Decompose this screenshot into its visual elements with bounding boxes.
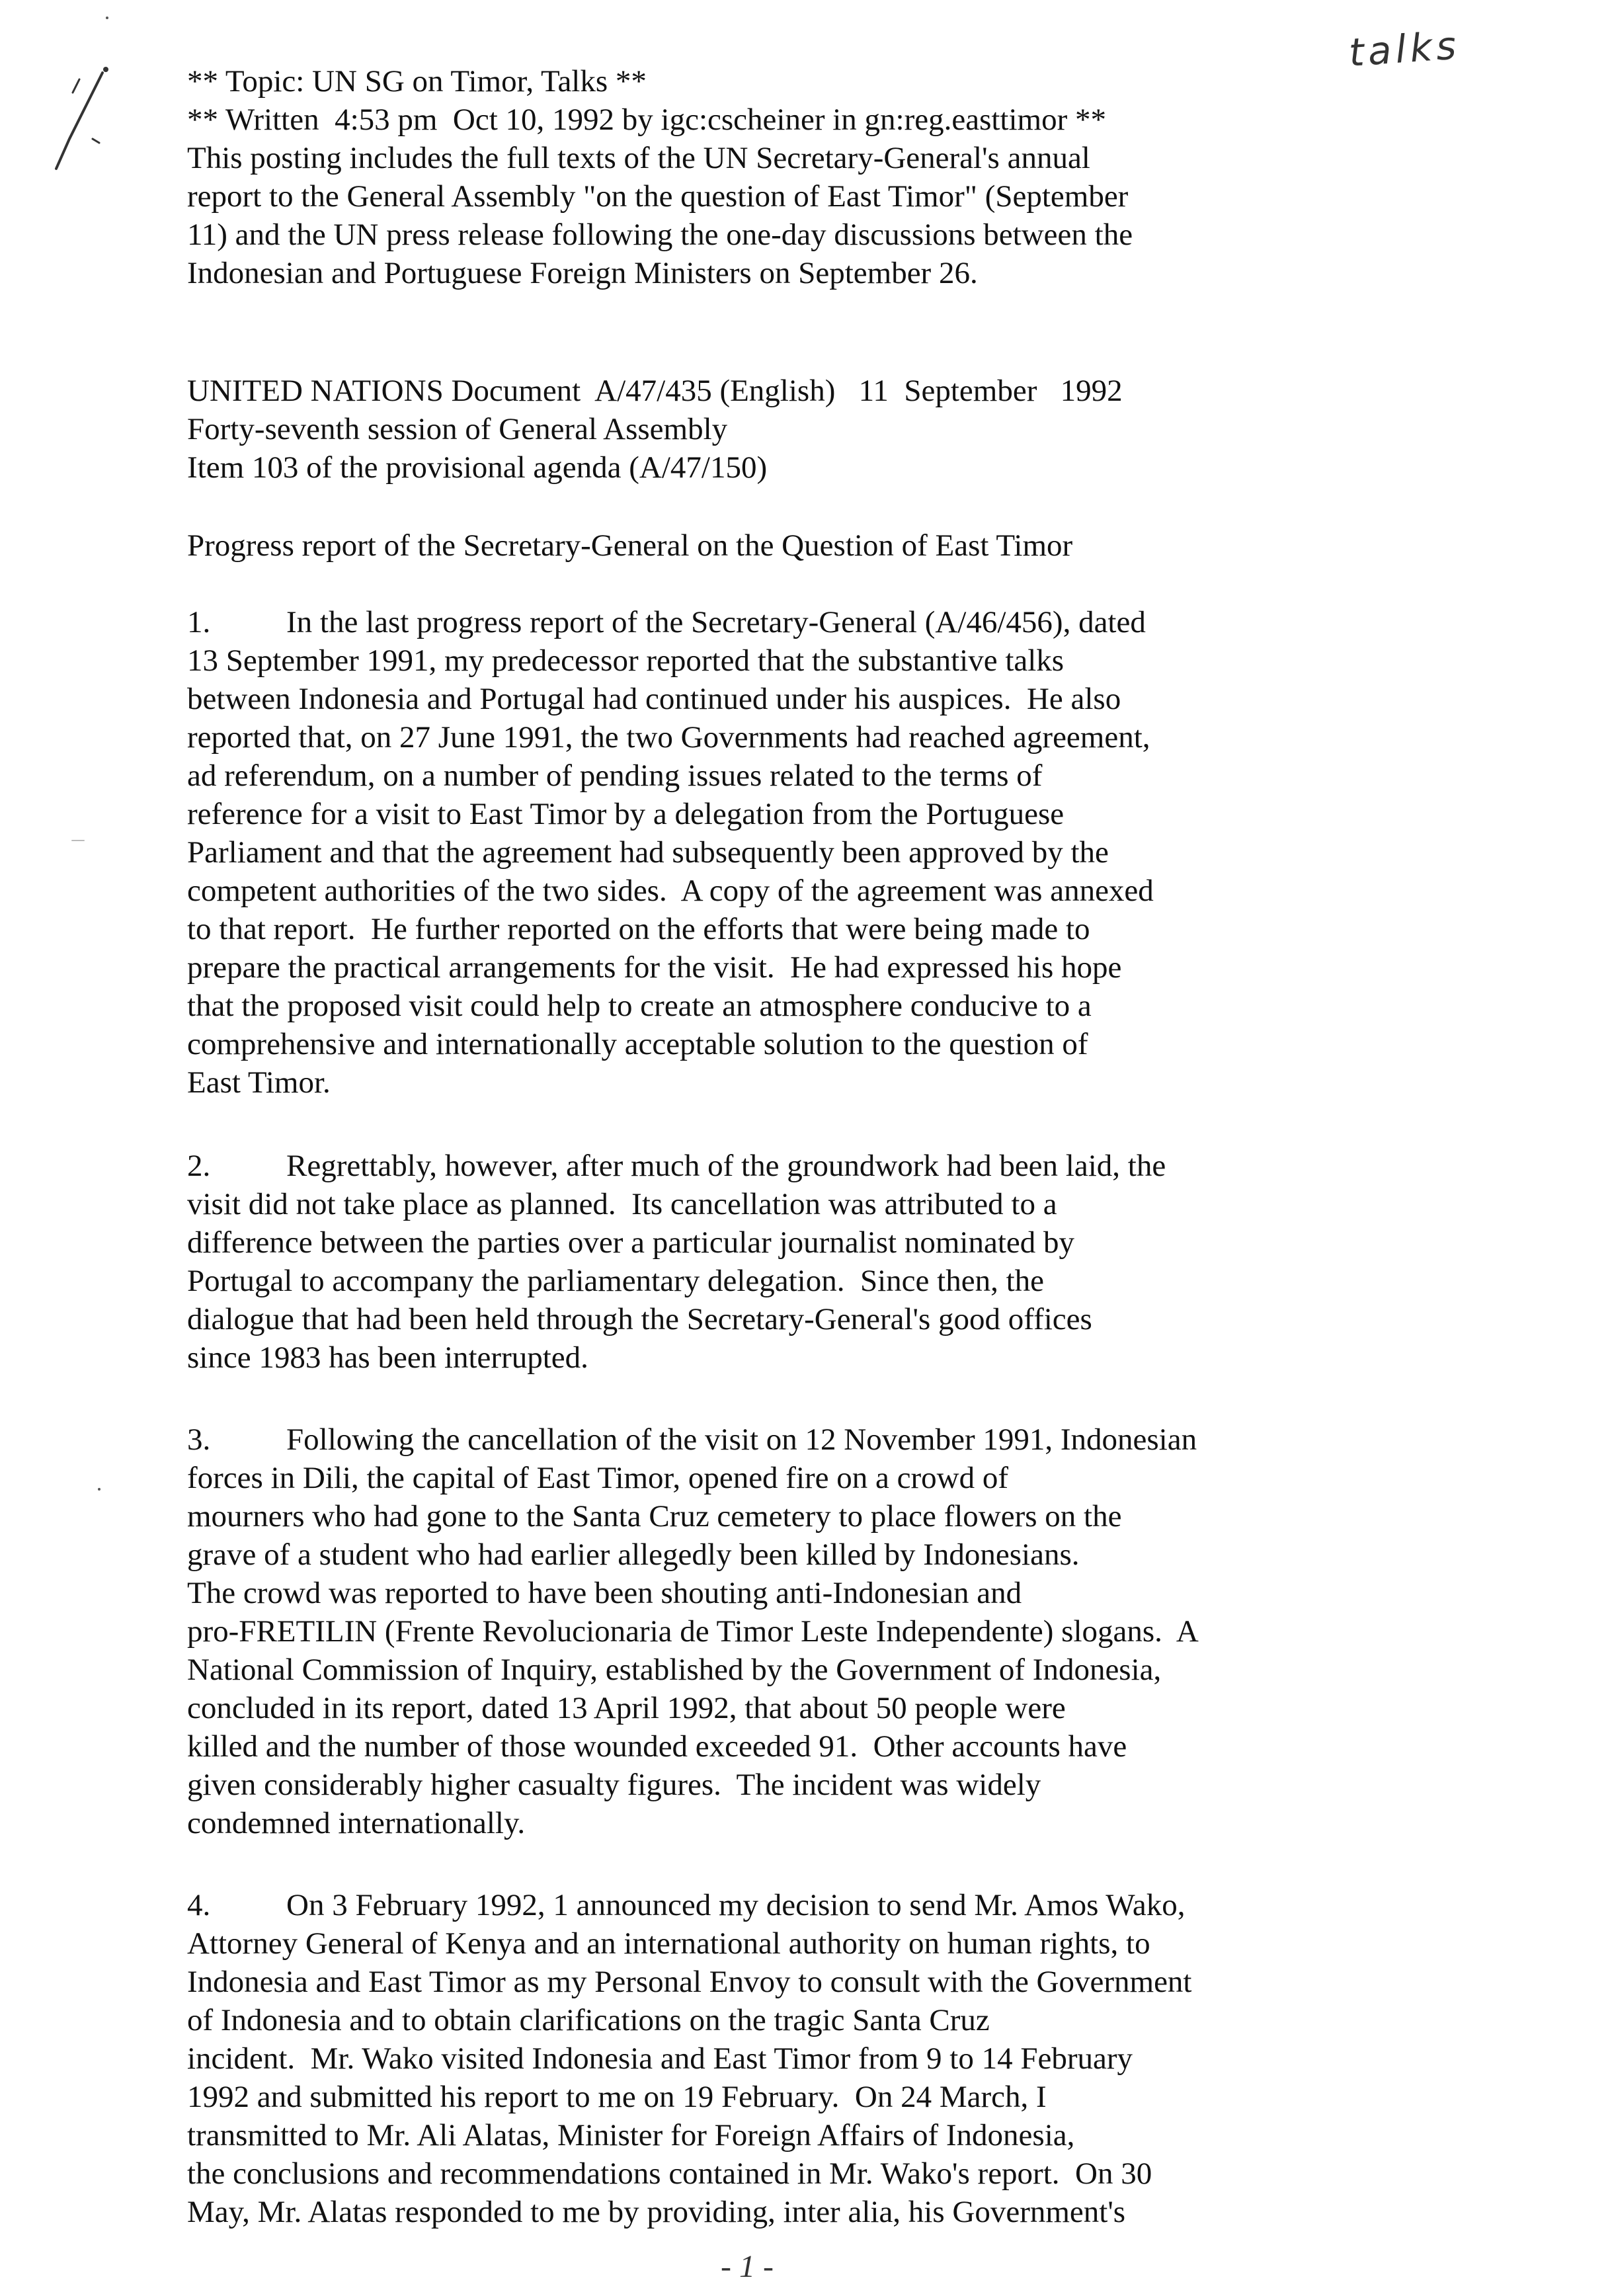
paragraph-line: grave of a student who had earlier allegedly been killed by Indonesians. xyxy=(187,1538,1080,1572)
paragraph-line: reference for a visit to East Timor by a delegation from the Portuguese xyxy=(187,797,1065,831)
paper-speck xyxy=(71,840,85,841)
paragraph-line: mourners who had gone to the Santa Cruz cemetery to place flowers on the xyxy=(187,1499,1122,1534)
document-id-line: UNITED NATIONS Document A/47/435 (English) 11 September 1992 xyxy=(187,374,1123,408)
paragraph-line: competent authorities of the two sides. A copy of the agreement was annexed xyxy=(187,874,1154,908)
paragraph-line: visit did not take place as planned. Its cancellation was attributed to a xyxy=(187,1187,1057,1221)
paragraph-line: transmitted to Mr. Ali Alatas, Minister for Foreign Affairs of Indonesia, xyxy=(187,2118,1075,2152)
paragraph-line: concluded in its report, dated 13 April 1992, that about 50 people were xyxy=(187,1691,1066,1725)
handwritten-note: talks xyxy=(1347,22,1462,75)
paragraph-line: National Commission of Inquiry, established by the Government of Indonesia, xyxy=(187,1653,1162,1687)
paragraph-line: to that report. He further reported on the efforts that were being made to xyxy=(187,912,1090,946)
paragraph-line: Indonesia and East Timor as my Personal Envoy to consult with the Government xyxy=(187,1965,1192,1999)
report-title: Progress report of the Secretary-General on the Question of East Timor xyxy=(187,528,1073,563)
paragraph-line: incident. Mr. Wako visited Indonesia and East Timor from 9 to 14 February xyxy=(187,2041,1133,2076)
paper-speck xyxy=(106,17,108,19)
paragraph-line: that the proposed visit could help to create an atmosphere conducive to a xyxy=(187,989,1092,1023)
paragraph-line: 2. Regrettably, however, after much of the groundwork had been laid, the xyxy=(187,1147,1166,1185)
paragraph-number: 2. xyxy=(187,1149,211,1183)
paragraph-line: May, Mr. Alatas responded to me by providing, inter alia, his Government's xyxy=(187,2195,1126,2229)
intro-line: report to the General Assembly "on the question of East Timor" (September xyxy=(187,179,1129,214)
paragraph-line: 1992 and submitted his report to me on 19 February. On 24 March, I xyxy=(187,2080,1047,2114)
agenda-line: Item 103 of the provisional agenda (A/47/150) xyxy=(187,450,768,485)
page-number: - 1 - xyxy=(721,2249,774,2284)
paragraph-line: condemned internationally. xyxy=(187,1806,526,1840)
paragraph-line: 4. On 3 February 1992, 1 announced my decision to send Mr. Amos Wako, xyxy=(187,1886,1186,1924)
paragraph-line: the conclusions and recommendations contained in Mr. Wako's report. On 30 xyxy=(187,2156,1152,2191)
paragraph-line: Parliament and that the agreement had subsequently been approved by the xyxy=(187,835,1109,870)
paragraph-line: Attorney General of Kenya and an international authority on human rights, to xyxy=(187,1926,1150,1961)
intro-line: This posting includes the full texts of the UN Secretary-General's annual xyxy=(187,141,1090,175)
paragraph-line: since 1983 has been interrupted. xyxy=(187,1340,588,1375)
intro-line: Indonesian and Portuguese Foreign Ministers on September 26. xyxy=(187,256,978,290)
intro-line: 11) and the UN press release following the one-day discussions between the xyxy=(187,218,1133,252)
paragraph-line: of Indonesia and to obtain clarifications on the tragic Santa Cruz xyxy=(187,2003,990,2037)
topic-line: ** Topic: UN SG on Timor, Talks ** xyxy=(187,64,647,99)
paragraph-line: ad referendum, on a number of pending issues related to the terms of xyxy=(187,758,1043,793)
paragraph-line: The crowd was reported to have been shouting anti-Indonesian and xyxy=(187,1576,1022,1610)
paragraph-number: 4. xyxy=(187,1888,211,1922)
paragraph-line: forces in Dili, the capital of East Timor, opened fire on a crowd of xyxy=(187,1461,1008,1495)
paragraph-line: comprehensive and internationally acceptable solution to the question of xyxy=(187,1027,1088,1061)
paragraph-line: 1. In the last progress report of the Secretary-General (A/46/456), dated xyxy=(187,603,1146,641)
session-line: Forty-seventh session of General Assembly xyxy=(187,412,728,446)
paragraph-line: reported that, on 27 June 1991, the two Governments had reached agreement, xyxy=(187,720,1150,755)
paragraph-number: 1. xyxy=(187,605,211,639)
paper-speck xyxy=(98,1488,100,1491)
paragraph-line: East Timor. xyxy=(187,1065,331,1100)
paragraph-line: 13 September 1991, my predecessor reported that the substantive talks xyxy=(187,643,1065,678)
paragraph-line: dialogue that had been held through the Secretary-General's good offices xyxy=(187,1302,1092,1336)
written-line: ** Written 4:53 pm Oct 10, 1992 by igc:cscheiner in gn:reg.easttimor ** xyxy=(187,102,1106,137)
paragraph-number: 3. xyxy=(187,1422,211,1457)
paragraph-line: between Indonesia and Portugal had continued under his auspices. He also xyxy=(187,682,1121,716)
paragraph-line: Portugal to accompany the parliamentary delegation. Since then, the xyxy=(187,1264,1044,1298)
paragraph-line: 3. Following the cancellation of the visit on 12 November 1991, Indonesian xyxy=(187,1420,1197,1459)
paragraph-line: pro-FRETILIN (Frente Revolucionaria de Timor Leste Independente) slogans. A xyxy=(187,1614,1199,1649)
margin-pen-mark xyxy=(40,53,119,185)
paragraph-line: difference between the parties over a particular journalist nominated by xyxy=(187,1225,1075,1260)
paragraph-line: prepare the practical arrangements for the visit. He had expressed his hope xyxy=(187,950,1122,985)
paragraph-line: given considerably higher casualty figures. The incident was widely xyxy=(187,1768,1041,1802)
paragraph-line: killed and the number of those wounded exceeded 91. Other accounts have xyxy=(187,1729,1127,1764)
